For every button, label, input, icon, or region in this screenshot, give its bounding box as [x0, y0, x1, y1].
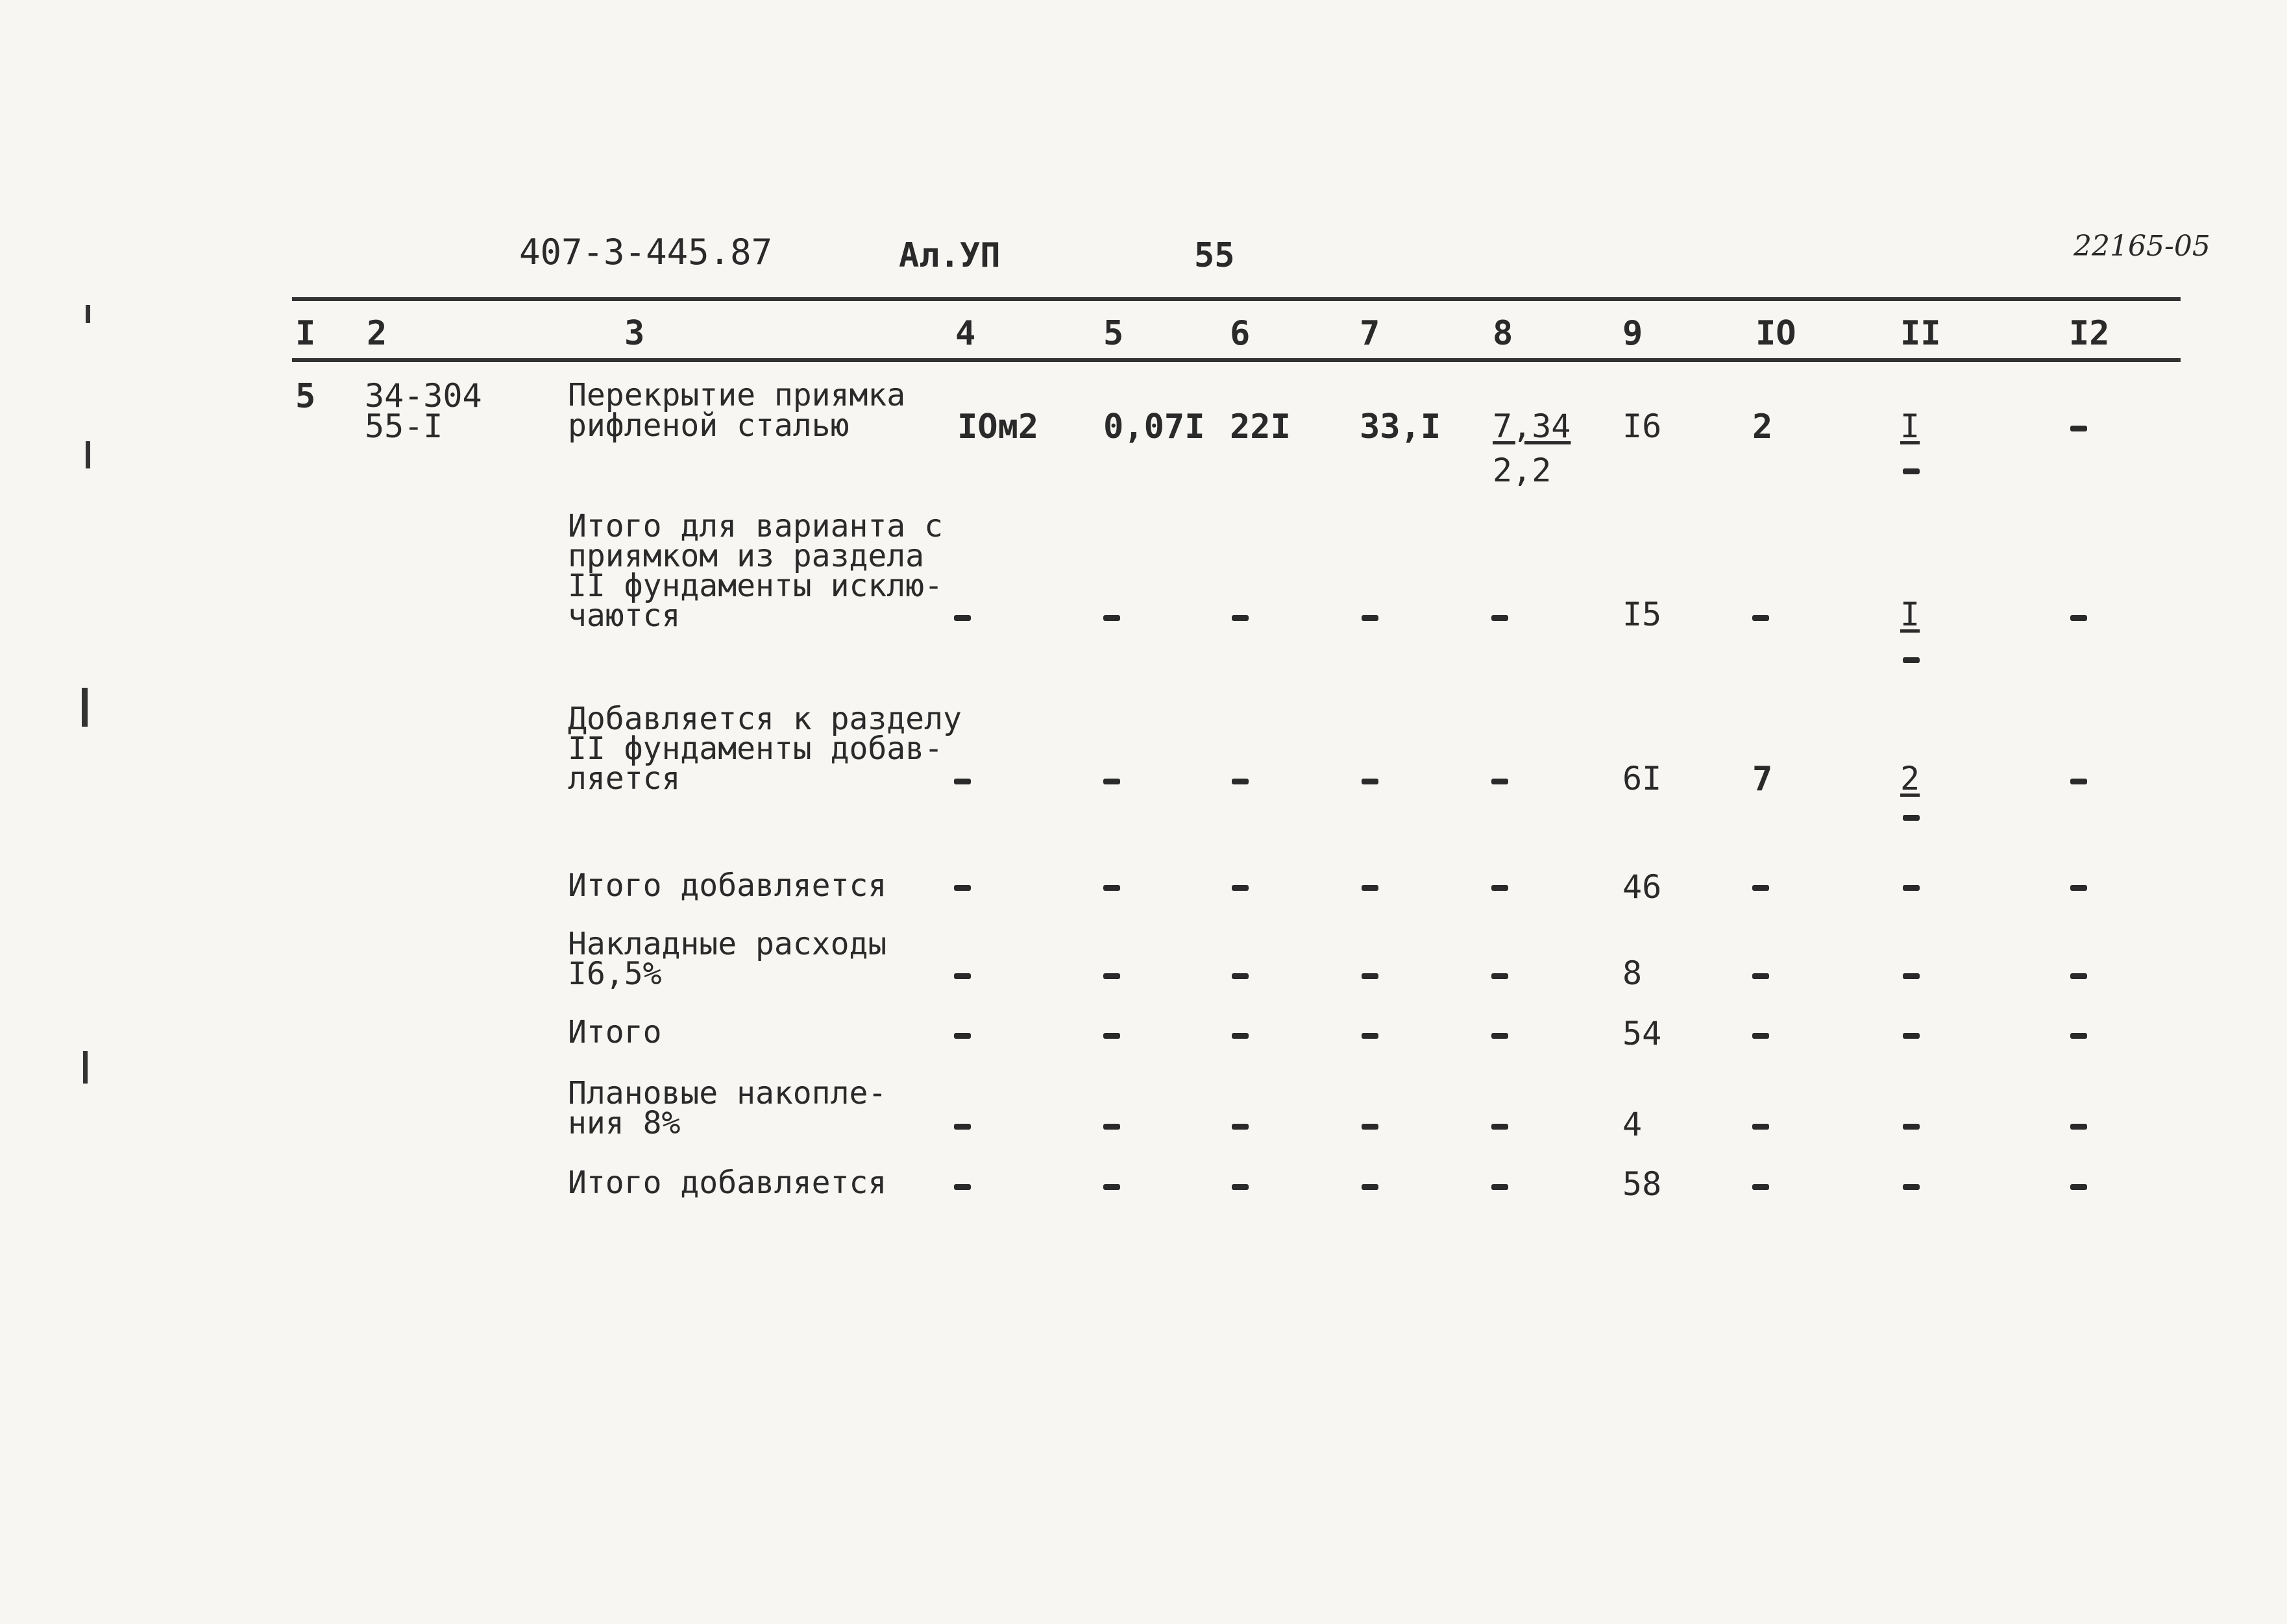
dash-col7 [1362, 1184, 1378, 1190]
dash-col6 [1232, 1184, 1249, 1190]
dash-col12 [2070, 885, 2087, 891]
cell-col9: I6 [1622, 407, 1662, 445]
dash-col4 [954, 973, 971, 979]
cell-col9: 4 [1622, 1106, 1643, 1143]
dash-col8 [1491, 973, 1508, 979]
cell-col8-bottom: 2,2 [1493, 452, 1552, 489]
cell-col11: I [1900, 407, 1920, 445]
cell-col6: 22I [1230, 407, 1291, 446]
dash-col12 [2070, 426, 2087, 431]
dash-col5 [1103, 615, 1120, 621]
cell-col9: 46 [1622, 868, 1662, 906]
dash-col11 [1903, 1033, 1920, 1039]
page-number: 55 [1194, 236, 1235, 275]
cell-col10: 2 [1752, 407, 1773, 446]
dash-col10 [1752, 1184, 1769, 1190]
dash-col8 [1491, 885, 1508, 891]
cell-col9: 58 [1622, 1165, 1662, 1203]
dash-col8 [1491, 1033, 1508, 1039]
archive-stamp: 22165-05 [2073, 230, 2210, 263]
dash-col11-sub [1903, 815, 1920, 821]
dash-col12 [2070, 973, 2087, 979]
dash-col5 [1103, 1184, 1120, 1190]
cell-col9: I5 [1622, 596, 1662, 633]
summary-label: Итого для варианта с приямком из раздела II фундаменты исклю- чаются [568, 508, 943, 634]
norm-code-line-1: 34-304 [365, 377, 482, 415]
table-header-rule [292, 358, 2181, 362]
summary-label: Добавляется к разделу II фундаменты добав- ляется [568, 701, 962, 797]
summary-label: Итого [568, 1014, 662, 1050]
dash-col6 [1232, 885, 1249, 891]
dash-col10 [1752, 1033, 1769, 1039]
dash-col5 [1103, 885, 1120, 891]
dash-col11 [1903, 973, 1920, 979]
dash-col4 [954, 885, 971, 891]
dash-col4 [954, 1033, 971, 1039]
dash-col11-sub [1903, 657, 1920, 663]
dash-col11 [1903, 1124, 1920, 1130]
col-header-11: II [1900, 314, 1941, 353]
dash-col11-sub [1903, 468, 1920, 474]
doc-code: 407-3-445.87 [519, 232, 773, 273]
dash-col8 [1491, 1184, 1508, 1190]
row-desc-line-2: рифленой сталью [568, 407, 850, 444]
dash-col10 [1752, 1124, 1769, 1130]
dash-col12 [2070, 1184, 2087, 1190]
summary-label: Плановые накопле- ния 8% [568, 1075, 887, 1141]
dash-col8 [1491, 615, 1508, 621]
dash-col12 [2070, 1033, 2087, 1039]
dash-col6 [1232, 973, 1249, 979]
summary-label: Итого добавляется [568, 1165, 887, 1201]
row-number: 5 [295, 377, 316, 416]
cell-col10: 7 [1752, 760, 1773, 799]
dash-col7 [1362, 885, 1378, 891]
cell-col9: 54 [1622, 1015, 1662, 1052]
dash-col10 [1752, 885, 1769, 891]
dash-col10 [1752, 973, 1769, 979]
dash-col6 [1232, 779, 1249, 784]
dash-col7 [1362, 779, 1378, 784]
dash-col4 [954, 1184, 971, 1190]
dash-col12 [2070, 779, 2087, 784]
dash-col5 [1103, 1033, 1120, 1039]
col-header-12: I2 [2069, 314, 2110, 353]
cell-col9: 6I [1622, 760, 1662, 797]
cell-unit: IOм2 [957, 407, 1039, 446]
col-header-1: I [295, 314, 316, 353]
dash-col7 [1362, 973, 1378, 979]
dash-col8 [1491, 779, 1508, 784]
dash-col7 [1362, 615, 1378, 621]
dash-col4 [954, 779, 971, 784]
album-label: Ал.УП [899, 236, 1001, 275]
dash-col12 [2070, 615, 2087, 621]
dash-col6 [1232, 1033, 1249, 1039]
dash-col5 [1103, 973, 1120, 979]
col-header-5: 5 [1103, 314, 1124, 353]
col-header-9: 9 [1622, 314, 1643, 353]
scan-edge-mark [83, 1051, 88, 1084]
col-header-7: 7 [1360, 314, 1380, 353]
dash-col8 [1491, 1124, 1508, 1130]
cell-col8-top: 7,34 [1493, 407, 1571, 445]
dash-col4 [954, 1124, 971, 1130]
dash-col6 [1232, 615, 1249, 621]
col-header-4: 4 [955, 314, 976, 353]
dash-col7 [1362, 1033, 1378, 1039]
summary-label: Итого добавляется [568, 867, 887, 904]
cell-col9: 8 [1622, 954, 1643, 992]
col-header-6: 6 [1230, 314, 1251, 353]
dash-col5 [1103, 1124, 1120, 1130]
cell-col7: 33,I [1360, 407, 1441, 446]
scan-edge-mark [82, 688, 88, 727]
scan-edge-mark [86, 305, 90, 323]
norm-code-line-2: 55-I [365, 407, 443, 445]
table-top-rule [292, 297, 2181, 301]
summary-label: Накладные расходы I6,5% [568, 926, 887, 992]
dash-col11 [1903, 885, 1920, 891]
dash-col4 [954, 615, 971, 621]
dash-col7 [1362, 1124, 1378, 1130]
dash-col12 [2070, 1124, 2087, 1130]
scan-edge-mark [86, 441, 90, 468]
dash-col10 [1752, 615, 1769, 621]
dash-col11 [1903, 1184, 1920, 1190]
dash-col6 [1232, 1124, 1249, 1130]
col-header-2: 2 [367, 314, 387, 353]
cell-col11: I [1900, 596, 1920, 633]
dash-col5 [1103, 779, 1120, 784]
cell-quantity: 0,07I [1103, 407, 1205, 446]
cell-col11: 2 [1900, 760, 1920, 797]
row-desc-line-1: Перекрытие приямка [568, 377, 906, 413]
col-header-8: 8 [1493, 314, 1513, 353]
col-header-10: IO [1755, 314, 1796, 353]
col-header-3: 3 [624, 314, 645, 353]
